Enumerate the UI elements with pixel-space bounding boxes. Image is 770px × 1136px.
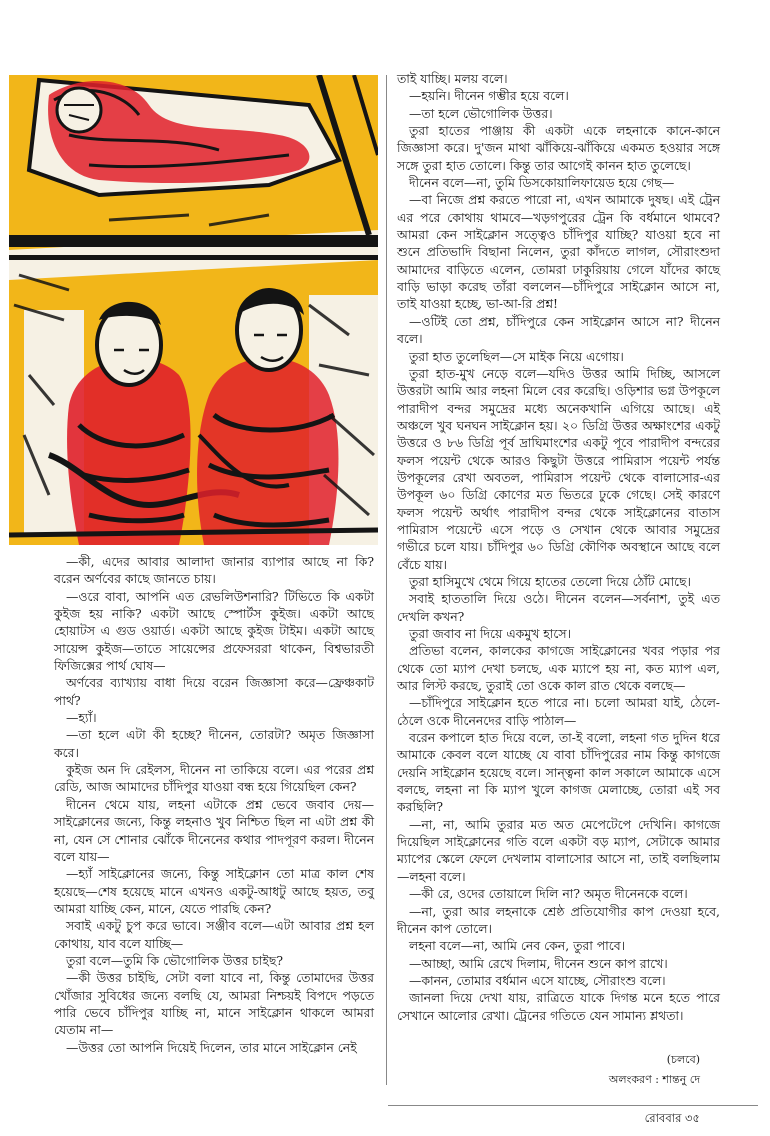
paragraph: তুরা বলে—তুমি কি ভৌগোলিক উত্তর চাইছ? [66,952,283,968]
paragraph: দীনেন বলে—না, তুমি ডিসকোয়ালিফায়েড হয়ে গেছ— [409,175,675,191]
paragraph: —হ্যাঁ সাইক্লোনের জন্যে, কিন্তু সাইক্লোন তো মাত্র কাল শেষ হয়েছে—শেষ হয়েছে মানে এখনও একটু-আধটু আছে হয়ত, তবু আমরা যাচ্ছি কেন, মানে, যেতে পারছি কেন? [54,866,374,916]
train-passengers-illustration [9,75,378,545]
paragraph: প্রতিভা বলেন, কালকের কাগজে সাইক্লোনের খবর পড়ার পর থেকে তো ম্যাপ দেখা চলছে, এক ম্যাপে হয় না, কত ম্যাপ এল, আর লিস্ট করছে, তুরাই তো ওকে কাল রাত থেকে বলছে— [397,643,720,694]
paragraph: —ওটিই তো প্রশ্ন, চাঁদিপুরে কেন সাইক্লোন আসে না? দীনেন বলে। [397,313,720,347]
paragraph: তুরা হাসিমুখে থেমে গিয়ে হাতের তেলো দিয়ে ঠোঁট মোছে। [409,573,691,589]
paragraph: —তা হলে ভৌগোলিক উত্তর। [409,105,553,121]
paragraph: —কী উত্তর চাইছি, সেটা বলা যাবে না, কিন্তু তোমাদের উত্তর খোঁজার সুবিধের জন্যে বলছি যে, আমরা নিশ্চয়ই বিপদে পড়তে পারি ভেবে চাঁদিপুর যাচ্ছি না, মানে সাইক্লোন থাকলে আমরা যেতাম না— [54,970,374,1038]
right-text-column [397,70,720,1024]
paragraph: সবাই একটু চুপ করে ভাবে। সঞ্জীব বলে—এটা আবার প্রশ্ন হল কোথায়, যাব বলে যাচ্ছি— [54,918,374,951]
illustration-credit: অলংকরণ : শান্তনু দে [608,1073,700,1086]
footer-rule [388,1105,758,1106]
paragraph: তুরা হাত-মুখ নেড়ে বলে—যদিও উত্তর আমি দিচ্ছি, আসলে উত্তরটা আমি আর লহনা মিলে বের করেছি। ওড়িশার ভগ্ন উপকূলে পারাদীপ বন্দর সমুদ্রের মধ্যে অনেকখানি এগিয়ে আছে। এই অঞ্চলে খুব ঘনঘন সাইক্লোন হয়। ২০ ডিগ্রি উত্তর অক্ষাংশের একটু উত্তরে ও ৮৬ ডিগ্রি পূর্ব দ্রাঘিমাংশের একটু পূবে পারাদীপ বন্দরের ফলস পয়েন্ট থেকে আরও কিছুটা উত্তরে পামিরাস পয়েন্ট পর্যন্ত উপকূলের রেখা অবতল, পামিরাস পয়েন্ট থেকে বালাসোর-এর উপকূল ৬০ ডিগ্রি কোণের মত ভিতরে ঢুকে গেছে। সেই কারণে ফলস পয়েন্ট অর্থাৎ পারাদীপ বন্দর থেকে সাইক্লোনের বাতাস পামিরাস পয়েন্টে এসে পড়ে ও সেখান থেকে আবার সমুদ্রের গভীরে চলে যায়। চাঁদিপুর ৬০ ডিগ্রি কৌণিক অবস্থানে আছে বলে বেঁচে যায়। [397,365,720,572]
paragraph: —বা নিজে প্রশ্ন করতে পারো না, এখন আমাকে দুষছ। এই ট্রেন এর পরে কোথায় থামবে—খড়গপুরের ট্রেন কি বর্ধমানে থামবে? আমরা কেন সাইক্লোন সত্ত্বেও চাঁদিপুর যাচ্ছি? যাওয়া হবে না শুনে প্রতিভাদি বিছানা নিলেন, তুরা কাঁদতে লাগল, সৌরাংশুদা আমাদের বাড়িতে এলেন, তোমরা ঢাকুরিয়ায় গেলে যাঁদের কাছে বাড়ি ভাড়া করেছ তাঁরা বললেন—চাঁদিপুরে সাইক্লোন আসে না, তাই যাওয়া হচ্ছে, ভা-আ-রি প্রশ্ন! [397,192,720,312]
paragraph: বরেন কপালে হাত দিয়ে বলে, তা-ই বলো, লহনা গত দুদিন ধরে আমাকে কেবল বলে যাচ্ছে যে বাবা চাঁদিপুরের নাম কিন্তু কাগজে দেয়নি সাইক্লোন হয়েছে বলে। সান্ত্বনা কাল সকালে আমাকে এসে বলছে, লহনা না কি ম্যাপ খুলে কাগজ মেলাচ্ছে, তোরা এই সব করছিলি? [397,730,720,815]
paragraph: তুরা হাতের পাঞ্জায় কী একটা একে লহনাকে কানে-কানে জিজ্ঞাসা করে। দু'জন মাথা ঝাঁকিয়ে-ঝাঁকিয়ে একমত হওয়ার সঙ্গে সঙ্গে তুরা হাত তোলে। কিন্তু তার আগেই কানন হাত তুলেছে। [397,123,720,173]
paragraph: —কী রে, ওদের তোয়ালে দিলি না? অমৃত দীনেনকে বলে। [409,886,688,902]
paragraph: —উত্তর তো আপনি দিয়েই দিলেন, তার মানে সাইক্লোন নেই [66,1039,357,1055]
paragraph: দীনেন থেমে যায়, লহনা এটাকে প্রশ্ন ভেবে জবাব দেয়—সাইক্লোনের জন্যে, কিন্তু লহনাও খুব নিশ্চিত ছিল না এটা প্রশ্ন কী না, যেন সে শোনার ঝোঁকে দীনেনের কথার পাদপূরণ করল। দীনেন বলে যায়— [54,796,374,864]
paragraph: লহনা বলে—না, আমি নেব কেন, তুরা পাবে। [409,938,626,954]
page-folio: রোববার ৩৫ [644,1111,700,1125]
column-divider [386,75,387,1085]
paragraph: —হয়নি। দীনেন গম্ভীর হয়ে বলে। [409,88,569,104]
paragraph: তুরা হাত তুলেছিল—সে মাইক নিয়ে এগোয়। [409,348,624,364]
berth-rail [9,235,378,247]
paragraph: তুরা জবাব না দিয়ে একমুখ হাসে। [409,626,571,641]
paragraph: —ওরে বাবা, আপনি এত রেভলিউশনারি? টিভিতে কি একটা কুইজ হয় নাকি? একটা আছে স্পোর্টস কুইজ। একটা আছে হোয়াটস এ গুড ওয়ার্ড। একটা আছে কুইজ টাইম। একটা আছে সায়েন্স কুইজ—তাতে সায়েন্সের প্রফেসররা থাকেন, বিশ্বভারতী ফিজিক্সের পার্থ ঘোষ— [54,588,374,674]
paragraph: —হ্যাঁ। [66,710,97,726]
paragraph: —তা হলে এটা কী হচ্ছে? দীনেন, তোরটা? অমৃত জিজ্ঞাসা করে। [54,727,374,760]
paragraph: অর্ণবের ব্যাখ্যায় বাধা দিয়ে বরেন জিজ্ঞাসা করে—ফ্রেঞ্চকাট পার্থ? [54,675,374,708]
left-text-column [54,553,374,1056]
paragraph: সবাই হাততালি দিয়ে ওঠে। দীনেন বলেন—সর্বনাশ, তুই এত দেখলি কখন? [397,591,720,624]
paragraph: তাই যাচ্ছি। মলয় বলে। [397,71,508,86]
paragraph: কুইজ অন দি রেইলস, দীনেন না তাকিয়ে বলে। এর পরের প্রশ্ন রেডি, আজ আমাদের চাঁদিপুর যাওয়া বন্ধ হয়ে গিয়েছিল কেন? [54,762,374,795]
story-illustration [9,75,378,545]
paragraph: —চাঁদিপুরে সাইক্লোন হতে পারে না। চলো আমরা যাই, ঠেলে-ঠেলে ওকে দীনেনদের বাড়ি পাঠাল— [397,695,720,728]
paragraph: —আচ্ছা, আমি রেখে দিলাম, দীনেন শুনে কাপ রাখে। [409,955,668,971]
paragraph: —না, তুরা আর লহনাকে শ্রেষ্ঠ প্রতিযোগীর কাপ দেওয়া হবে, দীনেন কাপ তোলে। [397,903,720,936]
paragraph: —কানন, তোমার বর্ধমান এসে যাচ্ছে, সৌরাংশু বলে। [409,972,666,988]
paragraph: —কী, এদের আবার আলাদা জানার ব্যাপার আছে না কি? বরেন অর্ণবের কাছে জানতে চায়। [54,554,374,587]
paragraph: জানলা দিয়ে দেখা যায়, রাত্রিতে যাকে দিগন্ত মনে হতে পারে সেখানে আলোর রেখা। ট্রেনের গতিতে যেন সামান্য শ্লথতা। [397,990,720,1023]
to-be-continued: (চলবে) [666,1053,700,1066]
paragraph: —না, না, আমি তুরার মত অত মেপেটেপে দেখিনি। কাগজে দিয়েছিল সাইক্লোনের গতি বলে একটা বড় ম্যাপ, সেটাকে আমার ম্যাপের স্কেলে ফেলে দেখলাম বালাসোর আসে না, তাই বলছিলাম—লহনা বলে। [397,816,720,884]
